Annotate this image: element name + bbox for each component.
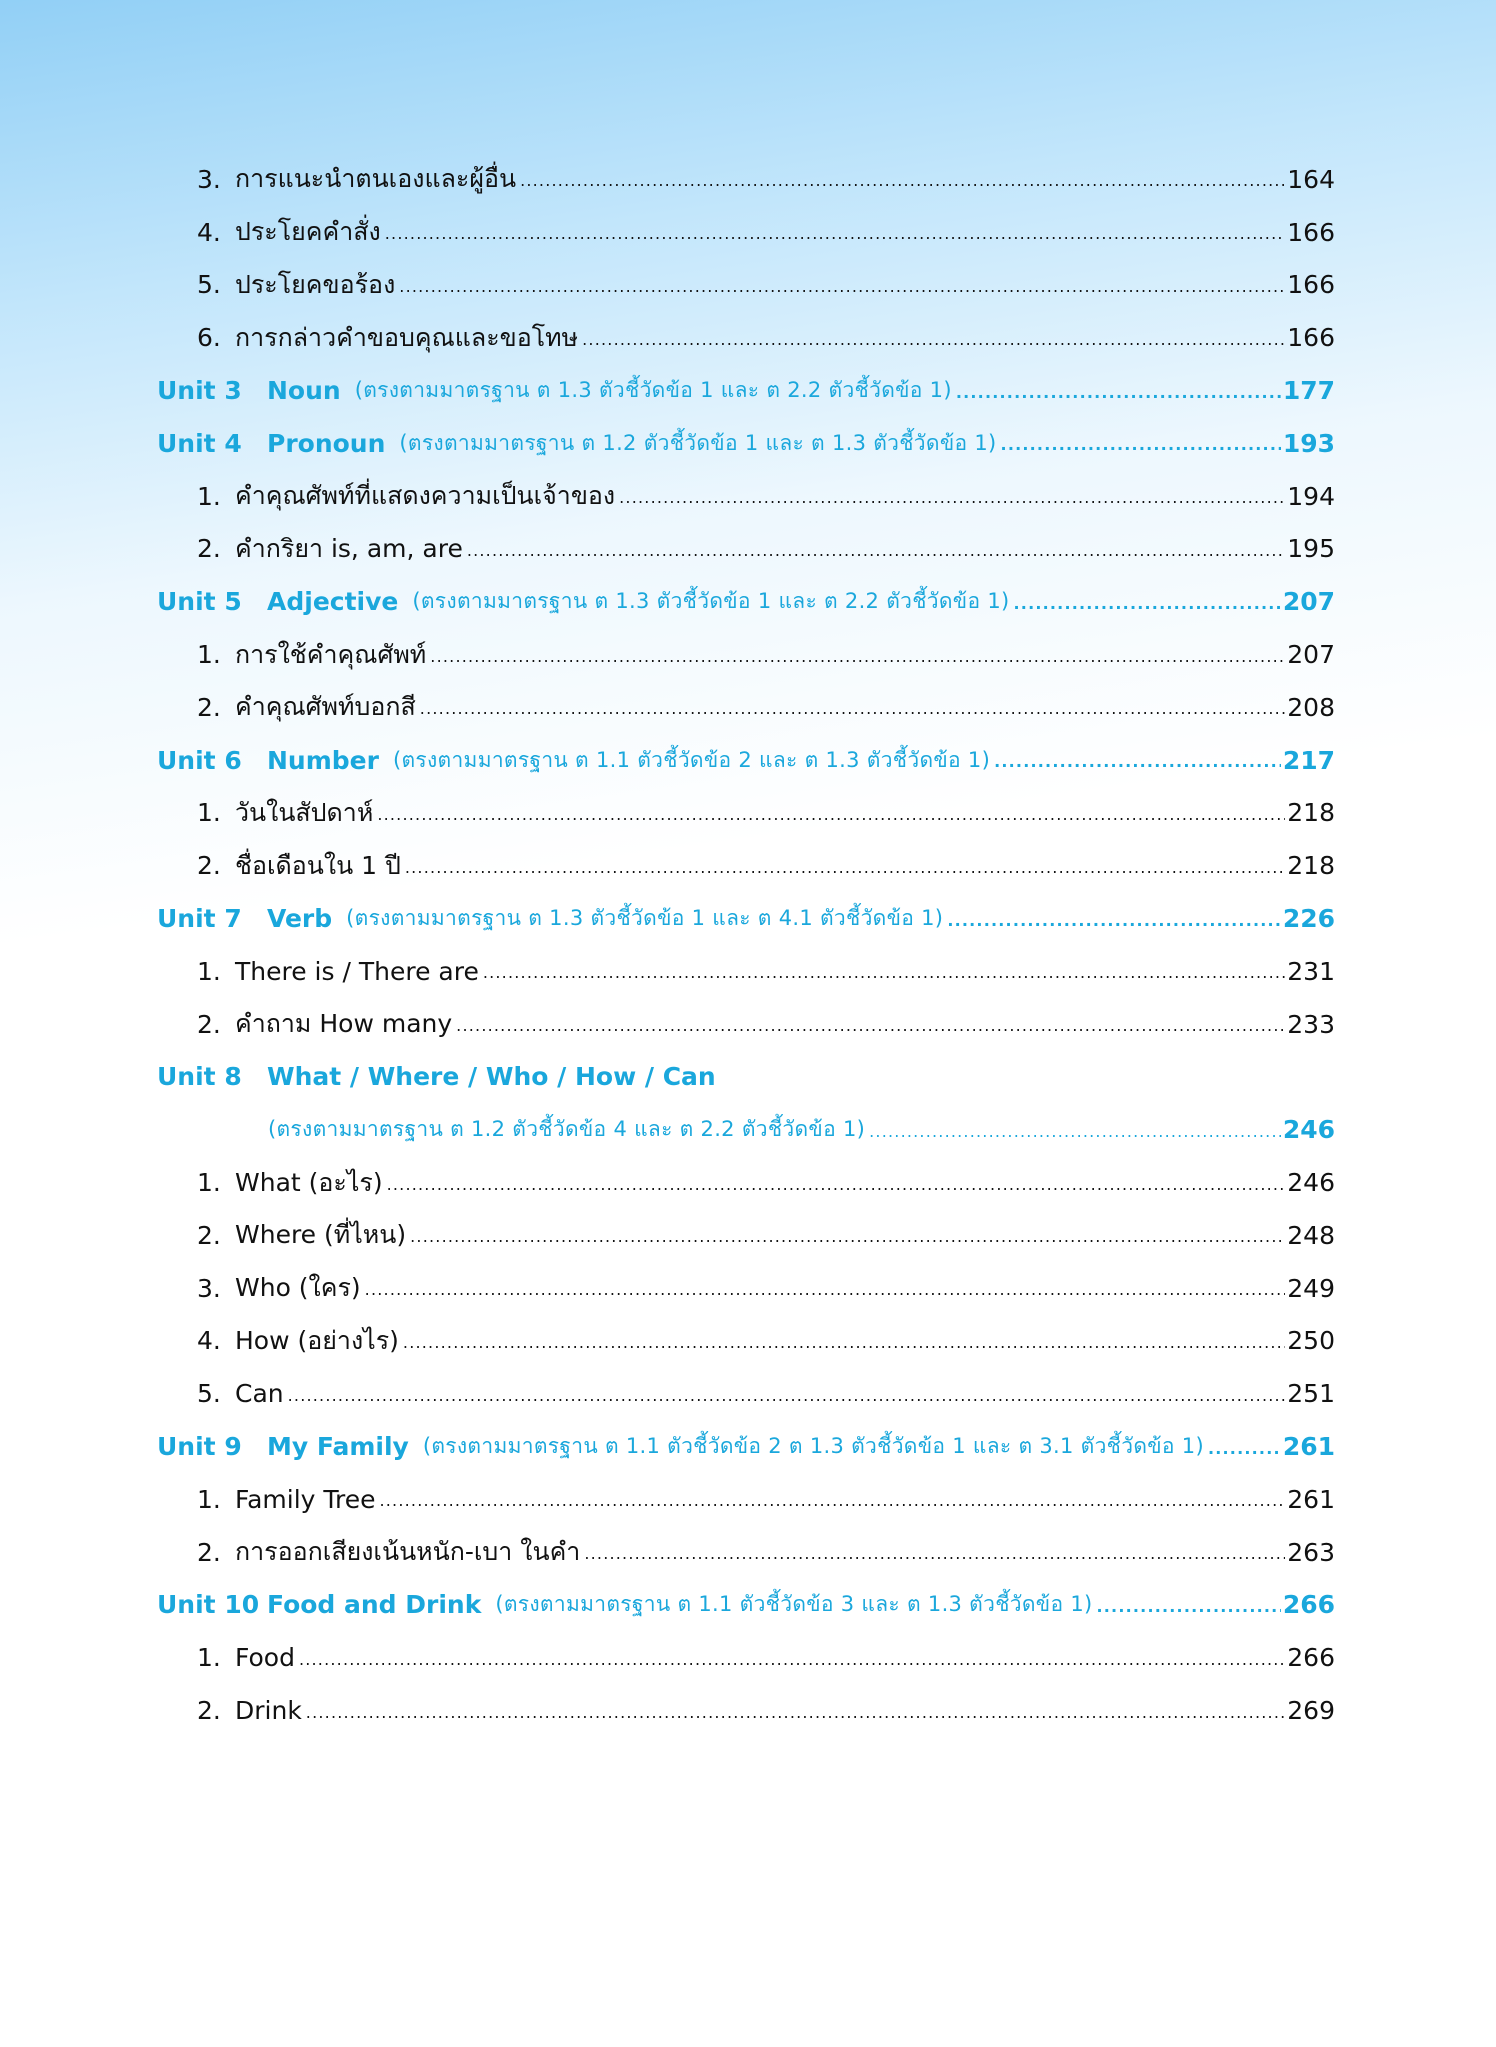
unit-standard: (ตรงตามมาตรฐาน ต 1.1 ตัวชี้วัดข้อ 3 และ ต 1.3 ตัวชี้วัดข้อ 1) bbox=[495, 1592, 1093, 1617]
entry-title: คำคุณศัพท์ที่แสดงความเป็นเจ้าของ bbox=[235, 481, 616, 511]
toc-entry[interactable] bbox=[0, 311, 1496, 364]
page-number: 208 bbox=[1287, 692, 1335, 722]
dot-leader bbox=[456, 1011, 1285, 1037]
entry-number: 2. bbox=[197, 1696, 221, 1725]
dot-leader bbox=[956, 378, 1281, 404]
toc-entry[interactable] bbox=[0, 628, 1496, 681]
entry-title: How (อย่างไร) bbox=[235, 1325, 399, 1355]
page-number: 266 bbox=[1282, 1590, 1335, 1620]
toc-unit-heading[interactable] bbox=[0, 1051, 1496, 1104]
dot-leader bbox=[584, 1539, 1285, 1565]
entry-title: ประโยคขอร้อง bbox=[235, 269, 396, 299]
entry-number: 1. bbox=[197, 956, 221, 986]
entry-title: ประโยคคำสั่ง bbox=[235, 217, 381, 247]
unit-standard: (ตรงตามมาตรฐาน ต 1.2 ตัวชี้วัดข้อ 4 และ ต 2.2 ตัวชี้วัดข้อ 1) bbox=[268, 1117, 866, 1142]
page-number: 263 bbox=[1287, 1537, 1335, 1567]
toc-entry[interactable] bbox=[0, 945, 1496, 998]
page-number: 250 bbox=[1287, 1326, 1335, 1356]
toc-entry[interactable] bbox=[0, 206, 1496, 259]
toc-entry[interactable] bbox=[0, 259, 1496, 312]
unit-label: Unit 5 bbox=[157, 587, 242, 617]
toc-entry[interactable] bbox=[0, 153, 1496, 206]
toc-unit-heading[interactable] bbox=[0, 734, 1496, 787]
dot-leader bbox=[288, 1381, 1286, 1407]
toc-entry[interactable] bbox=[0, 998, 1496, 1051]
toc-entry[interactable] bbox=[0, 1526, 1496, 1579]
page-number: 166 bbox=[1287, 323, 1335, 353]
entry-title: What (อะไร) bbox=[235, 1167, 383, 1197]
toc-entry[interactable] bbox=[0, 787, 1496, 840]
entry-title: Family Tree bbox=[235, 1484, 376, 1514]
dot-leader bbox=[1208, 1434, 1281, 1460]
page-number: 269 bbox=[1287, 1696, 1335, 1725]
dot-leader bbox=[420, 694, 1285, 720]
table-of-contents bbox=[0, 153, 1496, 1737]
page-number: 193 bbox=[1282, 428, 1335, 458]
entry-title: Drink bbox=[235, 1696, 302, 1725]
page-number: 266 bbox=[1287, 1643, 1335, 1673]
dot-leader bbox=[299, 1645, 1285, 1671]
dot-leader bbox=[399, 272, 1285, 298]
dot-leader bbox=[947, 906, 1281, 932]
page-number: 207 bbox=[1282, 587, 1335, 617]
unit-title: Pronoun bbox=[267, 428, 386, 458]
dot-leader bbox=[1097, 1592, 1281, 1618]
toc-unit-heading[interactable] bbox=[0, 1579, 1496, 1632]
entry-number: 1. bbox=[197, 798, 221, 828]
entry-number: 1. bbox=[197, 481, 221, 511]
dot-leader bbox=[1014, 589, 1281, 615]
dot-leader bbox=[994, 747, 1281, 773]
page-number: 218 bbox=[1287, 851, 1335, 881]
toc-entry[interactable] bbox=[0, 1684, 1496, 1737]
toc-entry[interactable] bbox=[0, 470, 1496, 523]
dot-leader bbox=[405, 853, 1285, 879]
unit-title: Verb bbox=[267, 904, 333, 934]
page-number: 231 bbox=[1287, 956, 1335, 986]
unit-label: Unit 6 bbox=[157, 745, 242, 775]
page-number: 233 bbox=[1287, 1009, 1335, 1039]
dot-leader bbox=[619, 483, 1285, 509]
entry-title: Can bbox=[235, 1379, 284, 1409]
entry-title: การแนะนำตนเองและผู้อื่น bbox=[235, 164, 517, 194]
unit-standard: (ตรงตามมาตรฐาน ต 1.2 ตัวชี้วัดข้อ 1 และ ต 1.3 ตัวชี้วัดข้อ 1) bbox=[399, 430, 997, 455]
toc-entry[interactable] bbox=[0, 523, 1496, 576]
entry-number: 5. bbox=[197, 270, 221, 300]
page-number: 164 bbox=[1287, 164, 1335, 194]
toc-unit-heading[interactable] bbox=[0, 1420, 1496, 1473]
dot-leader bbox=[467, 536, 1285, 562]
dot-leader bbox=[1001, 430, 1281, 456]
entry-number: 5. bbox=[197, 1379, 221, 1409]
entry-title: การใช้คำคุณศัพท์ bbox=[235, 639, 427, 669]
page-number: 226 bbox=[1282, 904, 1335, 934]
page-number: 207 bbox=[1287, 640, 1335, 670]
toc-unit-heading[interactable] bbox=[0, 364, 1496, 417]
page-number: 249 bbox=[1287, 1273, 1335, 1303]
dot-leader bbox=[377, 800, 1285, 826]
unit-label: Unit 7 bbox=[157, 904, 242, 934]
unit-standard: (ตรงตามมาตรฐาน ต 1.3 ตัวชี้วัดข้อ 1 และ ต 2.2 ตัวชี้วัดข้อ 1) bbox=[354, 378, 952, 403]
unit-label: Unit 3 bbox=[157, 376, 242, 406]
dot-leader bbox=[410, 1222, 1285, 1248]
unit-label: Unit 10 bbox=[157, 1590, 260, 1620]
dot-leader bbox=[483, 958, 1285, 984]
page-number: 217 bbox=[1282, 745, 1335, 775]
dot-leader bbox=[520, 166, 1285, 192]
dot-leader bbox=[430, 642, 1285, 668]
unit-standard: (ตรงตามมาตรฐาน ต 1.3 ตัวชี้วัดข้อ 1 และ ต 4.1 ตัวชี้วัดข้อ 1) bbox=[346, 906, 944, 931]
dot-leader bbox=[385, 219, 1286, 245]
entry-title: การกล่าวคำขอบคุณและขอโทษ bbox=[235, 322, 579, 352]
page-number: 194 bbox=[1287, 481, 1335, 511]
page-number: 261 bbox=[1282, 1432, 1335, 1462]
unit-title: Food and Drink bbox=[267, 1590, 482, 1620]
entry-title: คำถาม How many bbox=[235, 1009, 453, 1039]
entry-number: 2. bbox=[197, 534, 221, 564]
entry-number: 4. bbox=[197, 1326, 221, 1356]
entry-number: 3. bbox=[197, 164, 221, 194]
entry-title: การออกเสียงเน้นหนัก-เบา ในคำ bbox=[235, 1537, 581, 1567]
page-number: 177 bbox=[1282, 376, 1335, 406]
dot-leader bbox=[387, 1170, 1286, 1196]
entry-title: Who (ใคร) bbox=[235, 1273, 361, 1303]
unit-title: Noun bbox=[267, 376, 341, 406]
entry-title: There is / There are bbox=[235, 956, 479, 986]
page-number: 251 bbox=[1287, 1379, 1335, 1409]
unit-title: My Family bbox=[267, 1432, 409, 1462]
page-number: 218 bbox=[1287, 798, 1335, 828]
toc-entry[interactable] bbox=[0, 1262, 1496, 1315]
dot-leader bbox=[403, 1328, 1285, 1354]
entry-title: Where (ที่ไหน) bbox=[235, 1220, 407, 1250]
toc-entry[interactable] bbox=[0, 1315, 1496, 1368]
entry-title: คำกริยา is, am, are bbox=[235, 533, 463, 563]
dot-leader bbox=[379, 1486, 1285, 1512]
dot-leader bbox=[869, 1117, 1281, 1143]
unit-label: Unit 8 bbox=[157, 1062, 242, 1092]
entry-number: 1. bbox=[197, 1168, 221, 1198]
page-number: 246 bbox=[1287, 1168, 1335, 1198]
entry-title: ชื่อเดือนใน 1 ปี bbox=[235, 850, 401, 880]
unit-title: Number bbox=[267, 745, 379, 775]
page-number: 166 bbox=[1287, 270, 1335, 300]
toc-unit-heading[interactable] bbox=[0, 892, 1496, 945]
toc-entry[interactable] bbox=[0, 1209, 1496, 1262]
unit-label: Unit 4 bbox=[157, 428, 242, 458]
toc-entry[interactable] bbox=[0, 1473, 1496, 1526]
page-number: 261 bbox=[1287, 1484, 1335, 1514]
entry-number: 2. bbox=[197, 1009, 221, 1039]
unit-title: What / Where / Who / How / Can bbox=[267, 1062, 716, 1092]
toc-entry[interactable] bbox=[0, 681, 1496, 734]
entry-number: 2. bbox=[197, 692, 221, 722]
page-number: 166 bbox=[1287, 217, 1335, 247]
toc-unit-heading[interactable] bbox=[0, 575, 1496, 628]
entry-number: 2. bbox=[197, 1537, 221, 1567]
unit-title: Adjective bbox=[267, 587, 399, 617]
toc-unit-standard[interactable] bbox=[0, 1103, 1496, 1156]
unit-label: Unit 9 bbox=[157, 1432, 242, 1462]
page-number: 246 bbox=[1282, 1115, 1335, 1145]
unit-standard: (ตรงตามมาตรฐาน ต 1.1 ตัวชี้วัดข้อ 2 ต 1.3 ตัวชี้วัดข้อ 1 และ ต 3.1 ตัวชี้วัดข้อ 1) bbox=[422, 1434, 1204, 1459]
unit-standard: (ตรงตามมาตรฐาน ต 1.3 ตัวชี้วัดข้อ 1 และ ต 2.2 ตัวชี้วัดข้อ 1) bbox=[412, 589, 1010, 614]
entry-number: 2. bbox=[197, 1220, 221, 1250]
toc-entry[interactable] bbox=[0, 1631, 1496, 1684]
entry-number: 2. bbox=[197, 851, 221, 881]
entry-number: 4. bbox=[197, 217, 221, 247]
unit-standard: (ตรงตามมาตรฐาน ต 1.1 ตัวชี้วัดข้อ 2 และ ต 1.3 ตัวชี้วัดข้อ 1) bbox=[392, 747, 991, 772]
toc-entry[interactable] bbox=[0, 839, 1496, 892]
entry-number: 1. bbox=[197, 1484, 221, 1514]
entry-number: 6. bbox=[197, 323, 221, 353]
entry-number: 1. bbox=[197, 640, 221, 670]
dot-leader bbox=[582, 325, 1285, 351]
page-number: 248 bbox=[1287, 1220, 1335, 1250]
page-number: 195 bbox=[1287, 534, 1335, 564]
dot-leader bbox=[365, 1275, 1286, 1301]
toc-unit-heading[interactable] bbox=[0, 417, 1496, 470]
entry-title: คำคุณศัพท์บอกสี bbox=[235, 692, 416, 722]
entry-number: 3. bbox=[197, 1273, 221, 1303]
entry-title: Food bbox=[235, 1643, 295, 1673]
dot-leader bbox=[306, 1698, 1285, 1724]
entry-title: วันในสัปดาห์ bbox=[235, 797, 374, 827]
toc-entry[interactable] bbox=[0, 1156, 1496, 1209]
entry-number: 1. bbox=[197, 1643, 221, 1673]
toc-entry[interactable] bbox=[0, 1367, 1496, 1420]
